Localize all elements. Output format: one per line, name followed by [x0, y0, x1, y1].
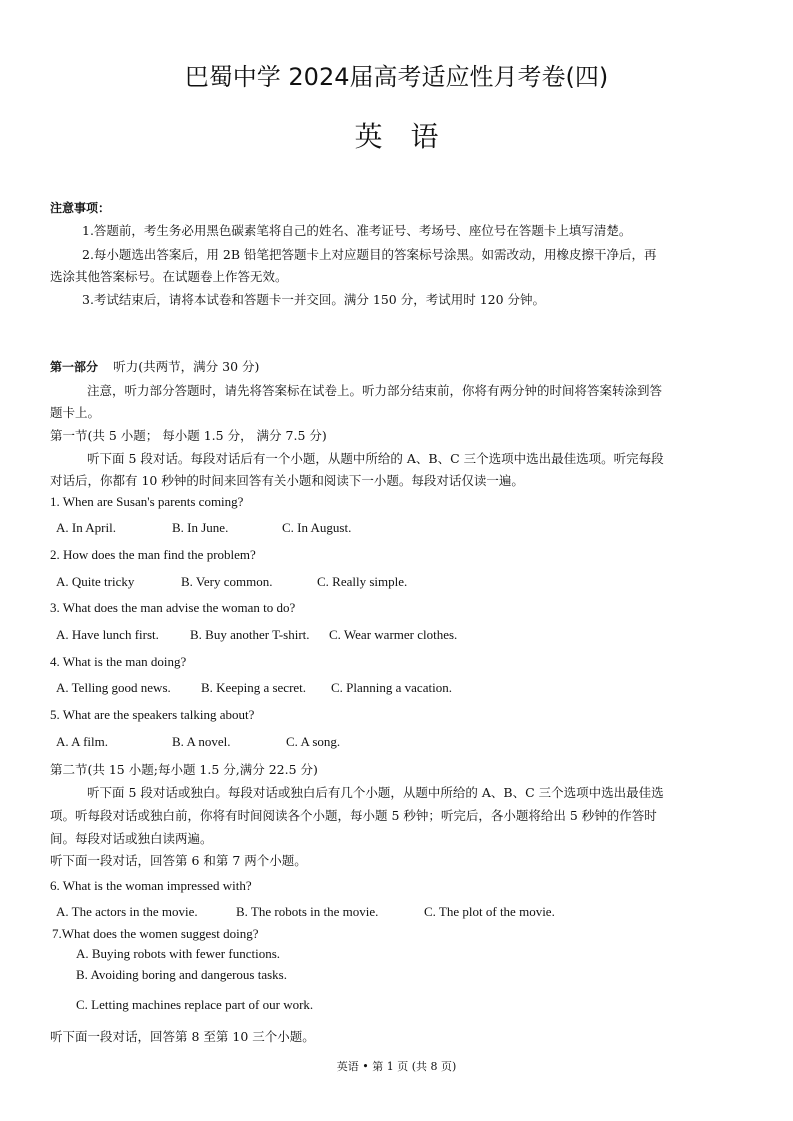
question-2-option-c: C. Really simple.: [317, 574, 408, 589]
section2-intro: 听下面 5 段对话或独白。每段对话或独白后有几个小题，从题中所给的 A、B、C 三个选项中选出最佳选: [87, 785, 664, 800]
question-1-option-b: B. In June.: [172, 520, 229, 535]
question-4-option-b: B. Keeping a secret.: [201, 680, 307, 695]
question-6-option-c: C. The plot of the movie.: [424, 904, 555, 919]
question-3: 3. What does the man advise the woman to do?: [50, 600, 296, 615]
question-7-option-a: A. Buying robots with fewer functions.: [76, 946, 281, 961]
question-5-option-a: A. A film.: [56, 734, 109, 749]
page-footer: 英语 • 第 1 页 (共 8 页): [336, 1060, 457, 1073]
question-3-option-c: C. Wear warmer clothes.: [329, 627, 458, 642]
question-2: 2. How does the man find the problem?: [50, 547, 256, 562]
section2-intro-cont2: 间。每段对话或独白读两遍。: [50, 831, 213, 846]
question-4: 4. What is the man doing?: [50, 654, 187, 669]
question-5: 5. What are the speakers talking about?: [50, 707, 255, 722]
section2-heading: 第二节(共 15 小题;每小题 1.5 分,满分 22.5 分): [50, 762, 318, 777]
part1-intro: 注意，听力部分答题时，请先将答案标在试卷上。听力部分结束前，你将有两分钟的时间将答案转涂到答: [87, 383, 663, 398]
section1-heading: 第一节(共 5 小题； 每小题 1.5 分， 满分 7.5 分): [50, 428, 327, 443]
question-2-option-b: B. Very common.: [181, 574, 273, 589]
section1-intro-cont: 对话后，你都有 10 秒钟的时间来回答有关小题和阅读下一小题。每段对话仅读一遍。: [50, 473, 524, 488]
question-5-option-c: C. A song.: [286, 734, 341, 749]
section2-intro-cont: 项。听每段对话或独白前，你将有时间阅读各个小题，每小题 5 秒钟；听完后，各小题将给出 5 秒钟的作答时: [50, 808, 657, 823]
question-3-option-b: B. Buy another T-shirt.: [190, 627, 310, 642]
question-2-option-a: A. Quite tricky: [56, 574, 135, 589]
listen-instruction-6-7: 听下面一段对话，回答第 6 和第 7 两个小题。: [50, 853, 307, 868]
part1-intro-cont: 题卡上。: [50, 405, 101, 420]
notice-item-1: 1.答题前，考生务必用黑色碳素笔将自己的姓名、准考证号、考场号、座位号在答题卡上填写清楚。: [82, 223, 632, 238]
question-5-option-b: B. A novel.: [172, 734, 231, 749]
subject-title: 英语: [354, 120, 467, 153]
question-3-option-a: A. Have lunch first.: [56, 627, 159, 642]
question-4-option-a: A. Telling good news.: [56, 680, 171, 695]
question-1-option-c: C. In August.: [282, 520, 352, 535]
question-6: 6. What is the woman impressed with?: [50, 878, 252, 893]
notice-item-3: 3.考试结束后，请将本试卷和答题卡一并交回。满分 150 分，考试用时 120 分钟。: [82, 292, 546, 307]
page-title: 巴蜀中学 2024届高考适应性月考卷(四): [184, 63, 609, 91]
question-4-option-c: C. Planning a vacation.: [331, 680, 452, 695]
part1-heading-label: 第一部分: [50, 360, 99, 374]
question-7-option-c: C. Letting machines replace part of our work.: [76, 997, 314, 1012]
listen-instruction-8-10: 听下面一段对话，回答第 8 至第 10 三个小题。: [50, 1029, 315, 1044]
question-6-option-a: A. The actors in the movie.: [56, 904, 198, 919]
question-7-option-b: B. Avoiding boring and dangerous tasks.: [76, 967, 287, 982]
question-6-option-b: B. The robots in the movie.: [236, 904, 379, 919]
notice-heading: 注意事项：: [50, 201, 111, 215]
question-1-option-a: A. In April.: [56, 520, 116, 535]
question-1: 1. When are Susan's parents coming?: [50, 494, 244, 509]
question-7: 7.What does the women suggest doing?: [52, 926, 259, 941]
section1-intro: 听下面 5 段对话。每段对话后有一个小题，从题中所给的 A、B、C 三个选项中选出最佳选项。听完每段: [87, 451, 664, 466]
notice-item-2: 2.每小题选出答案后，用 2B 铅笔把答题卡上对应题目的答案标号涂黑。如需改动，用橡皮擦干净后，再: [82, 247, 657, 262]
part1-heading-text: 听力(共两节，满分 30 分): [113, 359, 260, 374]
notice-item-2-cont: 选涂其他答案标号。在试题卷上作答无效。: [50, 269, 288, 284]
part1-heading: [50, 356, 259, 375]
